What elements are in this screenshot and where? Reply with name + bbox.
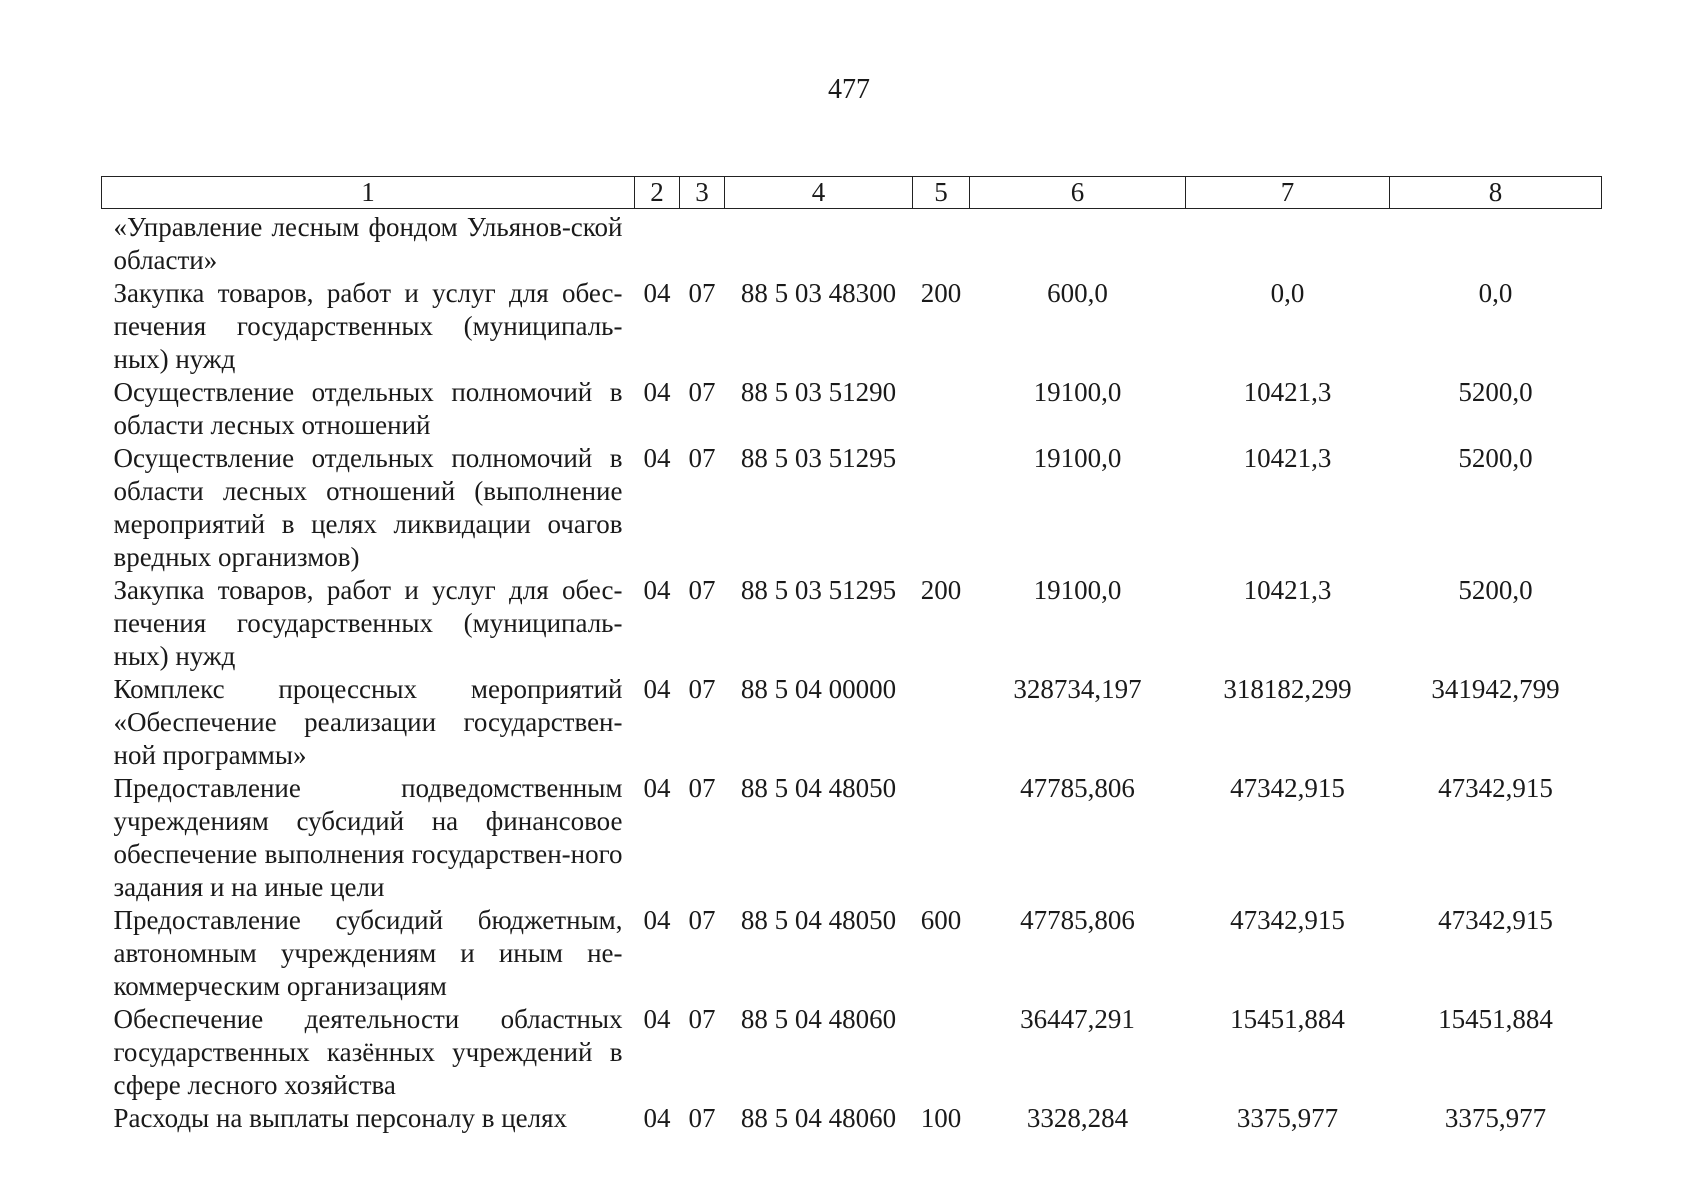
expense-type-code xyxy=(913,673,970,772)
subsection-code: 07 xyxy=(688,674,716,704)
section-code: 04 xyxy=(643,1103,671,1133)
target-article-code: 88 5 03 51290 xyxy=(740,377,897,407)
header-cell: 8 xyxy=(1390,177,1602,209)
amount-col-7 xyxy=(1186,209,1390,278)
target-article-code: 88 5 04 48060 xyxy=(740,1004,897,1034)
amount-col-6: 47785,806 xyxy=(1020,773,1135,803)
amount-col-7: 318182,299 xyxy=(1223,674,1352,704)
expense-type-code: 600 xyxy=(920,905,962,935)
expense-type-code: 200 xyxy=(920,575,962,605)
expense-type-code xyxy=(913,1003,970,1102)
amount-col-6: 19100,0 xyxy=(1033,443,1122,473)
amount-col-7: 10421,3 xyxy=(1243,443,1332,473)
target-article-code: 88 5 03 51295 xyxy=(740,575,897,605)
target-article-code: 88 5 04 48060 xyxy=(740,1103,897,1133)
amount-col-8: 0,0 xyxy=(1478,278,1513,308)
amount-col-8: 47342,915 xyxy=(1438,773,1553,803)
table-row xyxy=(102,376,1602,442)
expense-type-code xyxy=(913,376,970,442)
amount-col-8 xyxy=(1390,209,1602,278)
amount-col-6: 19100,0 xyxy=(1033,377,1122,407)
row-name: Закупка товаров, работ и услуг для обес-печения государственных (муниципаль-ных) нужд xyxy=(113,575,623,671)
header-cell: 7 xyxy=(1186,177,1390,209)
section-code: 04 xyxy=(643,773,671,803)
expense-type-code: 200 xyxy=(920,278,962,308)
amount-col-8: 15451,884 xyxy=(1438,1004,1553,1034)
subsection-code: 07 xyxy=(688,575,716,605)
amount-col-8: 5200,0 xyxy=(1458,575,1533,605)
table-row xyxy=(102,772,1602,904)
section-code: 04 xyxy=(643,377,671,407)
amount-col-8: 5200,0 xyxy=(1458,443,1533,473)
subsection-code: 07 xyxy=(688,443,716,473)
amount-col-7: 10421,3 xyxy=(1243,575,1332,605)
target-article-code: 88 5 04 00000 xyxy=(740,674,897,704)
target-article-code: 88 5 03 51295 xyxy=(740,443,897,473)
header-cell: 6 xyxy=(970,177,1186,209)
subsection-code: 07 xyxy=(688,1103,716,1133)
expense-type-code xyxy=(913,772,970,904)
amount-col-8: 3375,977 xyxy=(1444,1103,1547,1133)
section-code xyxy=(635,209,680,278)
table-row xyxy=(102,277,1602,376)
row-name: Комплекс процессных мероприятий «Обеспечение реализации государствен-ной программы» xyxy=(113,674,623,770)
expense-type-code xyxy=(913,442,970,574)
section-code: 04 xyxy=(643,905,671,935)
table-row xyxy=(102,1102,1602,1135)
amount-col-7: 47342,915 xyxy=(1230,905,1345,935)
column-number-header xyxy=(102,177,1602,209)
amount-col-7: 10421,3 xyxy=(1243,377,1332,407)
amount-col-7: 15451,884 xyxy=(1230,1004,1345,1034)
table-row xyxy=(102,209,1602,278)
row-name: Закупка товаров, работ и услуг для обес-печения государственных (муниципаль-ных) нужд xyxy=(113,278,623,374)
subsection-code xyxy=(680,209,725,278)
subsection-code: 07 xyxy=(688,278,716,308)
header-cell: 2 xyxy=(635,177,680,209)
row-name: Обеспечение деятельности областных государственных казённых учреждений в сфере лесного хозяйства xyxy=(113,1004,623,1100)
subsection-code: 07 xyxy=(688,773,716,803)
budget-table xyxy=(101,176,1602,1135)
amount-col-6: 600,0 xyxy=(1047,278,1108,308)
section-code: 04 xyxy=(643,1004,671,1034)
section-code: 04 xyxy=(643,674,671,704)
header-cell: 5 xyxy=(913,177,970,209)
table-row xyxy=(102,442,1602,574)
amount-col-8: 47342,915 xyxy=(1438,905,1553,935)
header-cell: 4 xyxy=(725,177,913,209)
header-cell: 3 xyxy=(680,177,725,209)
target-article-code: 88 5 03 48300 xyxy=(740,278,897,308)
amount-col-7: 47342,915 xyxy=(1230,773,1345,803)
row-name: Осуществление отдельных полномочий в области лесных отношений (выполнение мероприятий в целях ликвидации очагов вредных организмов) xyxy=(113,443,623,572)
subsection-code: 07 xyxy=(688,1004,716,1034)
target-article-code: 88 5 04 48050 xyxy=(740,905,897,935)
amount-col-6: 328734,197 xyxy=(1013,674,1142,704)
subsection-code: 07 xyxy=(688,377,716,407)
table-body xyxy=(102,209,1602,1136)
table-row xyxy=(102,1003,1602,1102)
table-row xyxy=(102,574,1602,673)
subsection-code: 07 xyxy=(688,905,716,935)
amount-col-6: 47785,806 xyxy=(1020,905,1135,935)
row-name: Предоставление субсидий бюджетным, автономным учреждениям и иным не-коммерческим организациям xyxy=(113,905,623,1001)
table-row xyxy=(102,904,1602,1003)
amount-col-8: 5200,0 xyxy=(1458,377,1533,407)
section-code: 04 xyxy=(643,575,671,605)
expense-type-code: 100 xyxy=(920,1103,962,1133)
row-name: «Управление лесным фондом Ульянов-ской области» xyxy=(113,212,623,275)
expense-type-code xyxy=(913,209,970,278)
section-code: 04 xyxy=(643,443,671,473)
table-row xyxy=(102,673,1602,772)
page-number: 477 xyxy=(828,74,870,105)
amount-col-8: 341942,799 xyxy=(1431,674,1560,704)
row-name: Осуществление отдельных полномочий в области лесных отношений xyxy=(113,377,623,440)
section-code: 04 xyxy=(643,278,671,308)
header-cell: 1 xyxy=(102,177,635,209)
amount-col-6: 36447,291 xyxy=(1020,1004,1135,1034)
amount-col-6: 3328,284 xyxy=(1026,1103,1129,1133)
amount-col-6: 19100,0 xyxy=(1033,575,1122,605)
row-name: Предоставление подведомственным учреждениям субсидий на финансовое обеспечение выполнения государствен-ного задания и на иные цели xyxy=(113,773,623,902)
amount-col-6 xyxy=(970,209,1186,278)
target-article-code: 88 5 04 48050 xyxy=(740,773,897,803)
target-article-code xyxy=(725,209,913,278)
amount-col-7: 0,0 xyxy=(1270,278,1305,308)
row-name: Расходы на выплаты персоналу в целях xyxy=(113,1103,568,1133)
amount-col-7: 3375,977 xyxy=(1236,1103,1339,1133)
